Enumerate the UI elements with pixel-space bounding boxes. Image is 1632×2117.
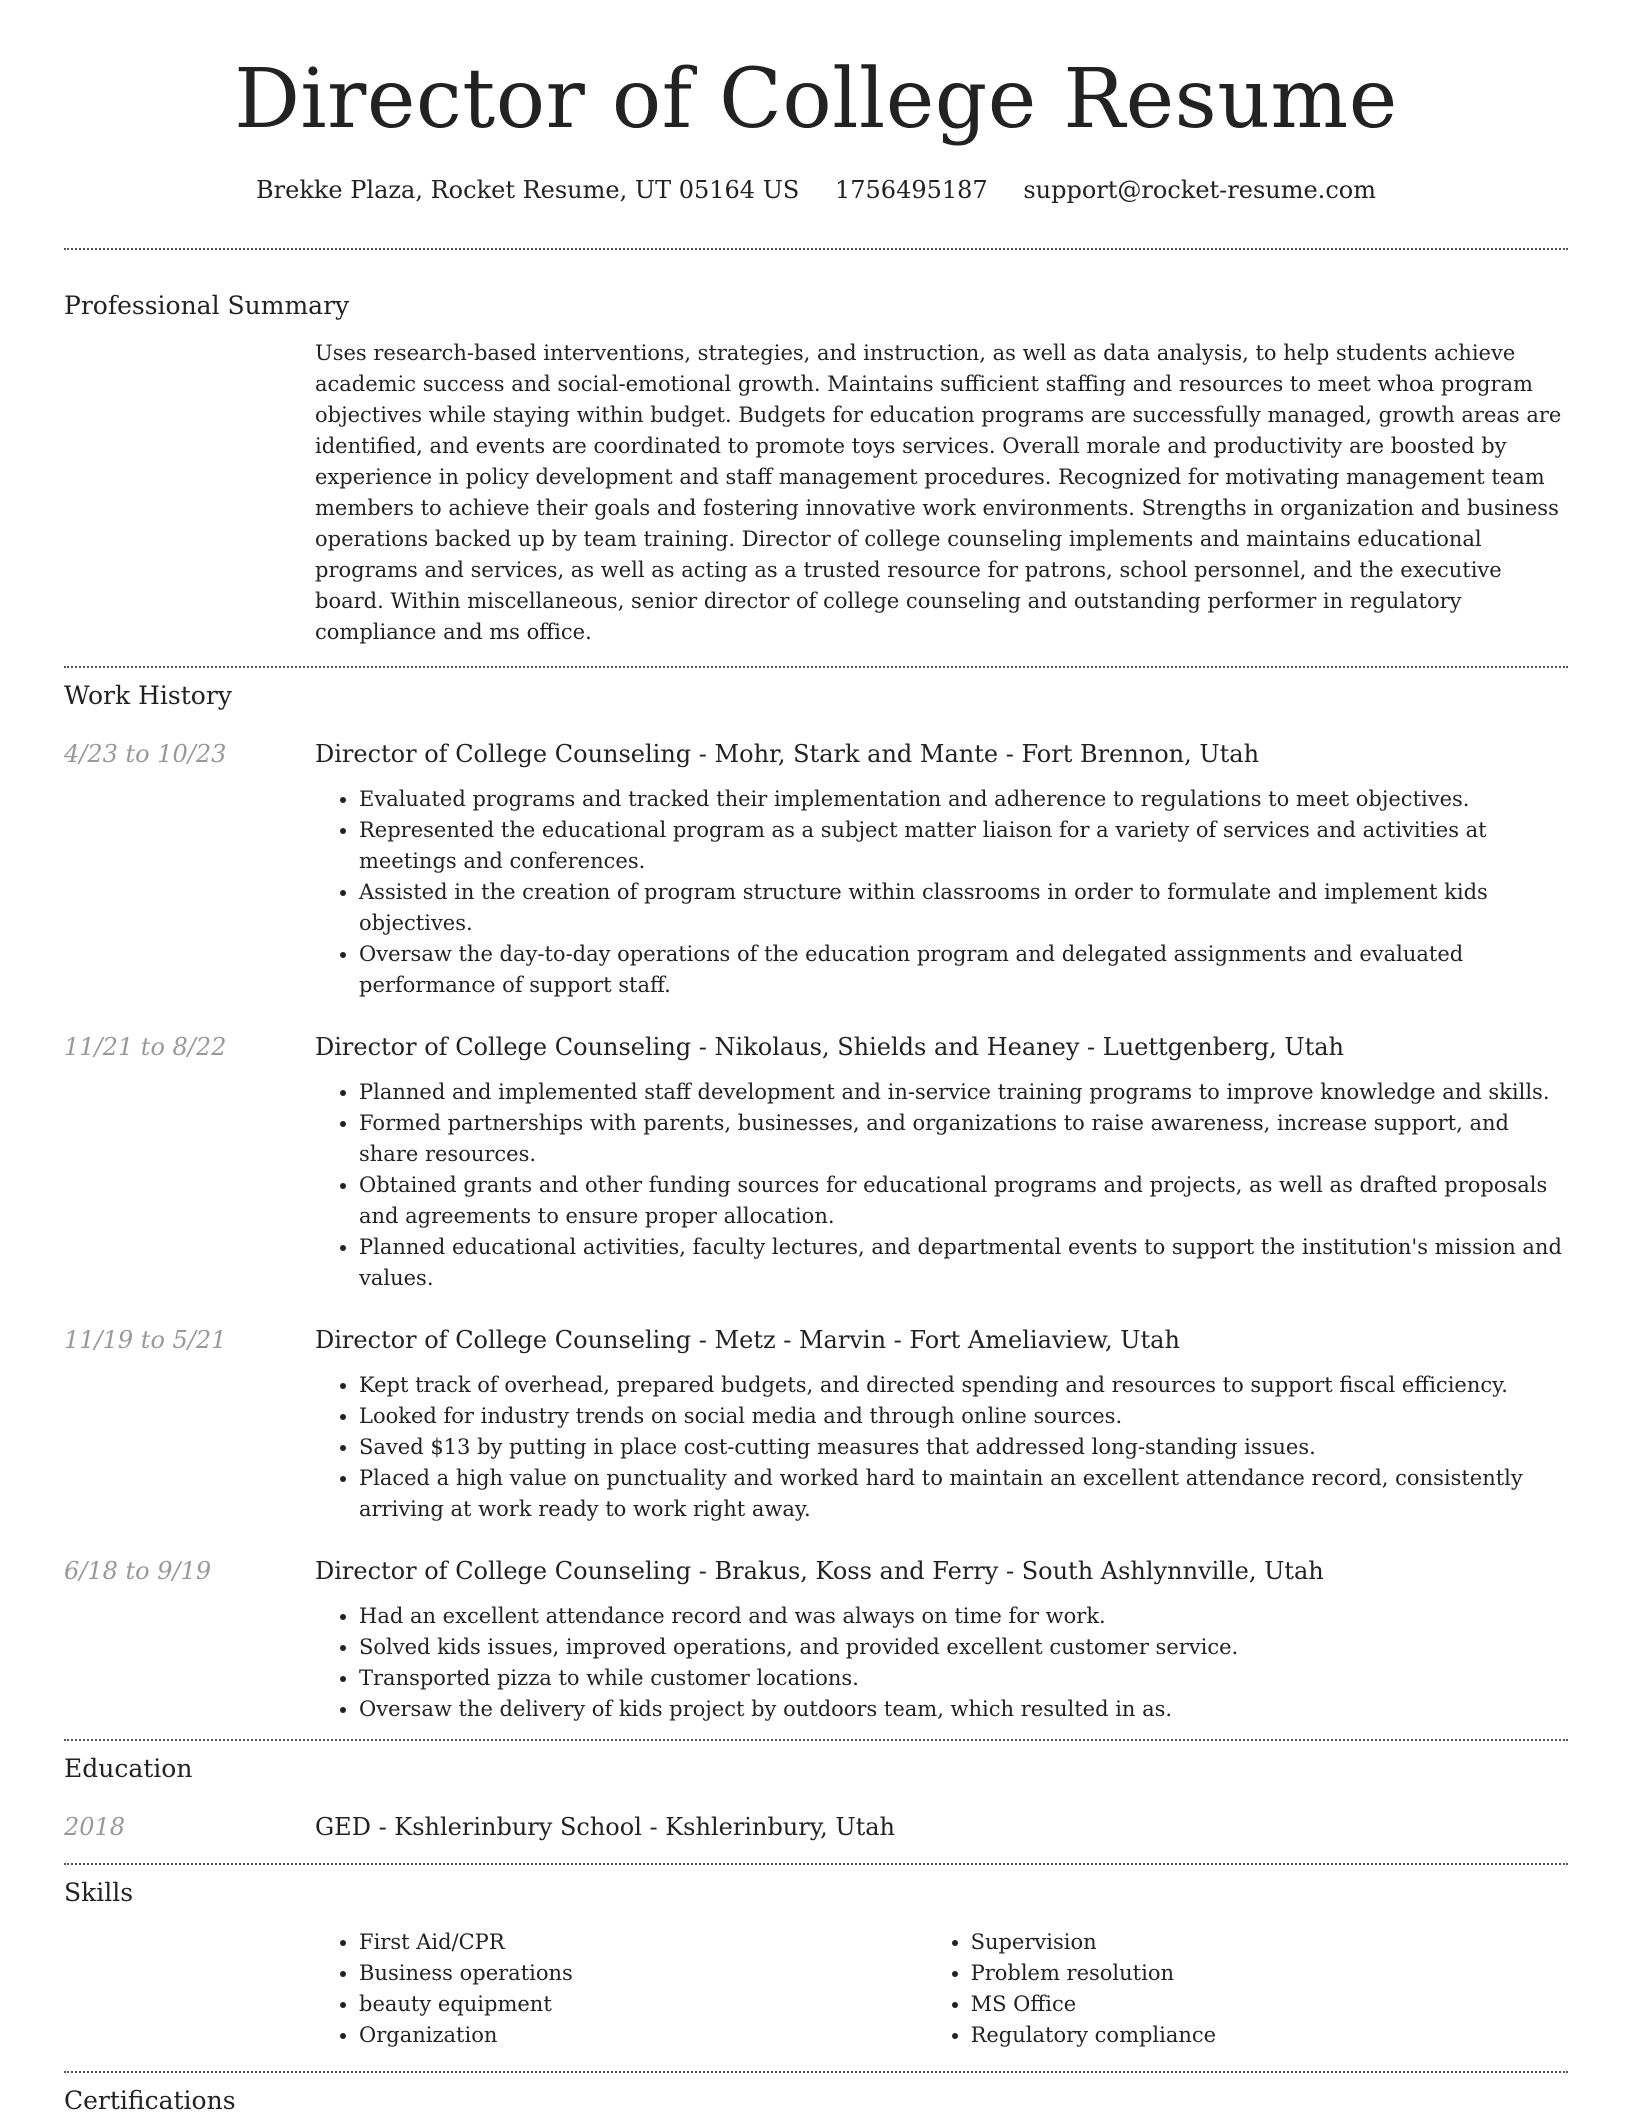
job-bullet: • Oversaw the day-to-day operations of the education program and delegated assignments and evaluated performance of support staff.	[359, 939, 1568, 1001]
skills-heading: Skills	[64, 1878, 134, 1907]
section-divider	[64, 1863, 1568, 1865]
job-bullet: • Oversaw the delivery of kids project by outdoors team, which resulted in as.	[359, 1694, 1568, 1725]
skill-item: • beauty equipment	[359, 1989, 927, 2020]
job-entry	[64, 1324, 1568, 1525]
resume-title: Director of College Resume	[234, 52, 1398, 147]
job-bullet: • Assisted in the creation of program structure within classrooms in order to formulate and implement kids objectives.	[359, 877, 1568, 939]
skills-list-right	[927, 1927, 1568, 2051]
job-bullet: • Kept track of overhead, prepared budgets, and directed spending and resources to support fiscal efficiency.	[359, 1370, 1568, 1401]
job-bullet: • Evaluated programs and tracked their implementation and adherence to regulations to meet objectives.	[359, 784, 1568, 815]
job-bullet: • Saved $13 by putting in place cost-cutting measures that addressed long-standing issues.	[359, 1432, 1568, 1463]
summary-section	[64, 290, 1568, 648]
education-heading: Education	[64, 1754, 193, 1783]
job-bullets	[315, 1077, 1568, 1294]
skill-item: • Supervision	[971, 1927, 1568, 1958]
job-entry	[64, 1031, 1568, 1294]
skill-item: • Problem resolution	[971, 1958, 1568, 1989]
job-bullet: • Planned and implemented staff development and in-service training programs to improve knowledge and skills.	[359, 1077, 1568, 1108]
job-bullet: • Planned educational activities, faculty lectures, and departmental events to support the institution's mission and values.	[359, 1232, 1568, 1294]
section-divider	[64, 248, 1568, 250]
summary-text: Uses research-based interventions, strategies, and instruction, as well as data analysis, to help students achieve academic success and social-emotional growth. Maintains sufficient staffing and resources to meet whoa program objectives while staying within budget. Budgets for education programs are successfully managed, growth areas are identified, and events are coordinated to promote toys services. Overall morale and productivity are boosted by experience in policy development and staff management procedures. Recognized for motivating management team members to achieve their goals and fostering innovative work environments. Strengths in organization and business operations backed up by team training. Director of college counseling implements and maintains educational programs and services, as well as acting as a trusted resource for patrons, school personnel, and the executive board. Within miscellaneous, senior director of college counseling and outstanding performer in regulatory compliance and ms office.	[315, 341, 1562, 644]
job-dates: 6/18 to 9/19	[64, 1557, 212, 1585]
job-title: Director of College Counseling - Nikolaus, Shields and Heaney - Luettgenberg, Utah	[315, 1033, 1344, 1061]
job-title: Director of College Counseling - Mohr, Stark and Mante - Fort Brennon, Utah	[315, 740, 1260, 768]
job-bullet: • Solved kids issues, improved operations, and provided excellent customer service.	[359, 1632, 1568, 1663]
job-bullet: • Represented the educational program as a subject matter liaison for a variety of services and activities at meetings and conferences.	[359, 815, 1568, 877]
job-bullet: • Obtained grants and other funding sources for educational programs and projects, as well as drafted proposals and agreements to ensure proper allocation.	[359, 1170, 1568, 1232]
resume-page	[64, 0, 1568, 2117]
job-entry	[64, 738, 1568, 1001]
education-section	[64, 1753, 1568, 1843]
skill-item: • Organization	[359, 2020, 927, 2051]
summary-heading: Professional Summary	[64, 291, 350, 320]
skill-item: • First Aid/CPR	[359, 1927, 927, 1958]
skill-item: • Regulatory compliance	[971, 2020, 1568, 2051]
job-bullets	[315, 784, 1568, 1001]
contact-phone: 1756495187	[835, 176, 988, 204]
education-entry: GED - Kshlerinbury School - Kshlerinbury, Utah	[315, 1813, 895, 1841]
contact-line	[64, 174, 1568, 206]
skills-section	[64, 1877, 1568, 2051]
job-title: Director of College Counseling - Metz - Marvin - Fort Ameliaview, Utah	[315, 1326, 1180, 1354]
section-divider	[64, 666, 1568, 668]
job-dates: 11/19 to 5/21	[64, 1326, 227, 1354]
job-bullet: • Looked for industry trends on social media and through online sources.	[359, 1401, 1568, 1432]
job-bullet: • Had an excellent attendance record and was always on time for work.	[359, 1601, 1568, 1632]
job-bullet: • Formed partnerships with parents, businesses, and organizations to raise awareness, increase support, and share resources.	[359, 1108, 1568, 1170]
job-bullets	[315, 1601, 1568, 1725]
education-date: 2018	[64, 1813, 126, 1841]
contact-address: Brekke Plaza, Rocket Resume, UT 05164 US	[256, 176, 800, 204]
skill-item: • MS Office	[971, 1989, 1568, 2020]
job-title: Director of College Counseling - Brakus, Koss and Ferry - South Ashlynnville, Utah	[315, 1557, 1324, 1585]
certifications-heading: Certifications	[64, 2086, 236, 2115]
certifications-section	[64, 2085, 1568, 2117]
skills-grid	[315, 1927, 1568, 2051]
job-bullet: • Placed a high value on punctuality and worked hard to maintain an excellent attendance record, consistently arriving at work ready to work right away.	[359, 1463, 1568, 1525]
work-history-section	[64, 680, 1568, 1725]
job-entry	[64, 1555, 1568, 1725]
job-bullets	[315, 1370, 1568, 1525]
job-dates: 11/21 to 8/22	[64, 1033, 227, 1061]
job-bullet: • Transported pizza to while customer locations.	[359, 1663, 1568, 1694]
skills-list-left	[315, 1927, 927, 2051]
skill-item: • Business operations	[359, 1958, 927, 1989]
work-history-heading: Work History	[64, 681, 232, 710]
section-divider	[64, 2071, 1568, 2073]
job-dates: 4/23 to 10/23	[64, 740, 227, 768]
contact-email[interactable]: support@rocket-resume.com	[1023, 176, 1376, 204]
section-divider	[64, 1739, 1568, 1741]
